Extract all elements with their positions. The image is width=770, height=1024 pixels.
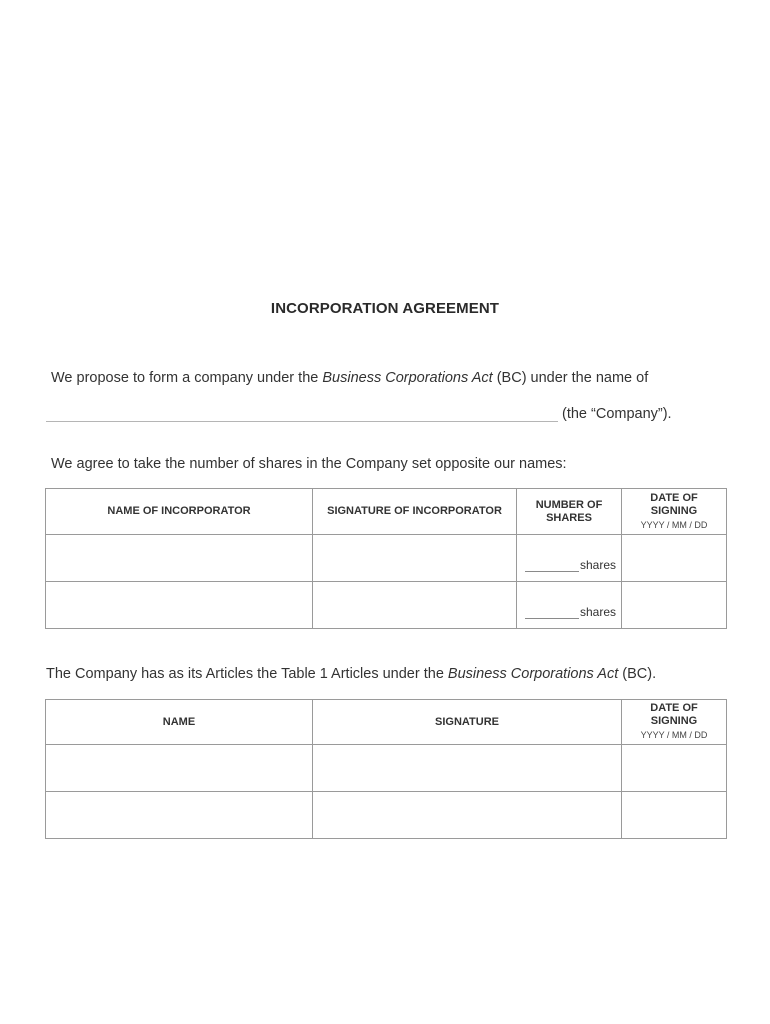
shares-intro: We agree to take the number of shares in the Company set opposite our names: bbox=[51, 456, 567, 472]
intro-paragraph bbox=[51, 370, 648, 386]
header-name: NAME bbox=[46, 700, 313, 745]
date-of-signing-cell[interactable] bbox=[622, 745, 727, 792]
date-of-signing-cell[interactable] bbox=[622, 535, 727, 582]
incorporator-name-cell[interactable] bbox=[46, 582, 313, 629]
name-cell[interactable] bbox=[46, 745, 313, 792]
document-title: INCORPORATION AGREEMENT bbox=[270, 300, 500, 317]
signature-cell[interactable] bbox=[313, 792, 622, 839]
table-row bbox=[46, 535, 727, 582]
date-format-hint: YYYY / MM / DD bbox=[640, 730, 708, 740]
articles-prefix: The Company has as its Articles the Table 1 Articles under the bbox=[46, 666, 448, 682]
act-name: Business Corporations Act bbox=[322, 370, 493, 386]
incorporators-table bbox=[45, 488, 727, 629]
number-of-shares-cell bbox=[517, 582, 622, 629]
signatures-table bbox=[45, 699, 727, 839]
header-number-of-shares bbox=[517, 489, 622, 535]
date-format-hint: YYYY / MM / DD bbox=[640, 519, 708, 530]
header-date-of-signing bbox=[622, 489, 727, 535]
header-date-of-signing-label: DATE OF SIGNING bbox=[650, 491, 698, 517]
signatures-header-row bbox=[46, 700, 727, 745]
incorporators-header-row bbox=[46, 489, 727, 535]
table-row bbox=[46, 582, 727, 629]
header-number-of-shares-label: NUMBER OF SHARES bbox=[535, 498, 603, 524]
name-cell[interactable] bbox=[46, 792, 313, 839]
table-row bbox=[46, 792, 727, 839]
shares-input[interactable] bbox=[525, 571, 579, 572]
signature-cell[interactable] bbox=[313, 745, 622, 792]
incorporator-signature-cell[interactable] bbox=[313, 582, 517, 629]
number-of-shares-cell bbox=[517, 535, 622, 582]
header-signature-of-incorporator: SIGNATURE OF INCORPORATOR bbox=[313, 489, 517, 535]
header-signature: SIGNATURE bbox=[313, 700, 622, 745]
intro-prefix: We propose to form a company under the bbox=[51, 370, 323, 386]
company-name-field[interactable] bbox=[46, 421, 558, 422]
header-date-of-signing bbox=[622, 700, 727, 745]
date-of-signing-cell[interactable] bbox=[622, 792, 727, 839]
shares-input[interactable] bbox=[525, 618, 579, 619]
articles-paragraph bbox=[46, 666, 656, 682]
act-name: Business Corporations Act bbox=[447, 666, 619, 682]
header-date-of-signing-label: DATE OF SIGNING bbox=[650, 702, 698, 727]
shares-label: shares bbox=[580, 558, 617, 572]
incorporator-name-cell[interactable] bbox=[46, 535, 313, 582]
date-of-signing-cell[interactable] bbox=[622, 582, 727, 629]
company-suffix: (the “Company”). bbox=[562, 406, 672, 422]
table-row bbox=[46, 745, 727, 792]
intro-suffix: (BC) under the name of bbox=[492, 370, 649, 386]
articles-suffix: (BC). bbox=[618, 666, 657, 682]
shares-label: shares bbox=[580, 605, 617, 619]
header-name-of-incorporator: NAME OF INCORPORATOR bbox=[46, 489, 313, 535]
incorporator-signature-cell[interactable] bbox=[313, 535, 517, 582]
